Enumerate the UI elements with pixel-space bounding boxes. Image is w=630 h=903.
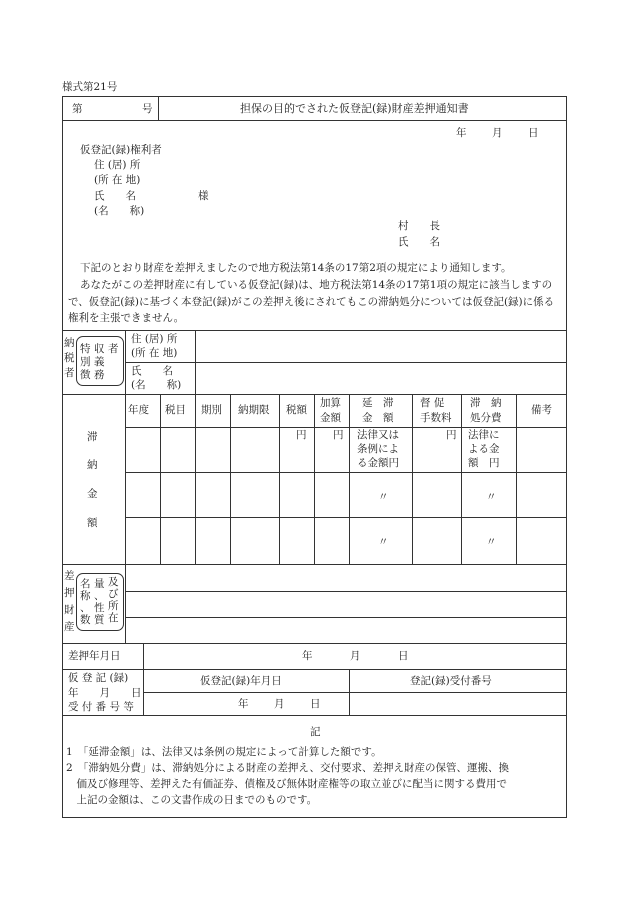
seized-col1-2: 称: [80, 590, 91, 602]
special-collector-col1-1: 特: [80, 343, 91, 355]
divider: [412, 394, 413, 564]
divider: [62, 330, 567, 331]
special-collector-col1-2: 別: [80, 356, 91, 368]
header-remarks: 備考: [531, 404, 552, 416]
divider: [125, 517, 567, 518]
special-collector-col1-3: 徴: [80, 369, 91, 381]
ditto-delinquent-row2: 〃: [378, 491, 389, 503]
divider: [349, 394, 350, 564]
header-reminder-2: 手数料: [420, 412, 452, 424]
seized-col2-1: 量: [94, 578, 105, 590]
seized-col1-3: 、: [80, 602, 91, 614]
divider: [125, 617, 567, 618]
provisional-day: 日: [310, 698, 321, 710]
disposal-note-3: 額 円: [468, 457, 500, 469]
ditto-disposal-row3: 〃: [486, 536, 497, 548]
form-number: 様式第21号: [62, 81, 118, 93]
delinquent-note-3: る金額円: [357, 457, 399, 469]
divider: [314, 394, 315, 564]
taxpayer-label-1: 納: [64, 337, 75, 349]
ditto-delinquent-row3: 〃: [378, 536, 389, 548]
date-year: 年: [456, 127, 467, 139]
special-collector-col2-2: 義: [94, 356, 105, 368]
header-delinquent-1: 延 滞: [362, 397, 394, 409]
unit-yen-reminder: 円: [446, 429, 457, 441]
number-suffix: 号: [142, 103, 153, 115]
taxpayer-label-3: 者: [64, 367, 75, 379]
divider: [195, 330, 196, 394]
header-tax-item: 税目: [165, 404, 186, 416]
arrears-label-1: 滞: [87, 431, 98, 443]
disposal-note-2: よる金: [468, 443, 500, 455]
divider: [125, 472, 567, 473]
seized-col3-1: 及: [108, 576, 119, 588]
disposal-note-1: 法律に: [468, 429, 500, 441]
arrears-label-3: 金: [87, 488, 98, 500]
delinquent-note-1: 法律又は: [357, 429, 399, 441]
header-added-1: 加算: [320, 397, 341, 409]
seized-col2-2: 、: [94, 590, 105, 602]
header-reminder-1: 督 促: [420, 397, 445, 409]
divider: [62, 715, 567, 716]
sender-name: 氏 名: [398, 236, 440, 248]
delinquent-note-2: 条例によ: [357, 443, 399, 455]
header-disposal-2: 処分費: [470, 412, 502, 424]
divider: [279, 394, 280, 564]
provisional-date-header: 仮登記(録)年月日: [200, 675, 282, 687]
seizure-date-label: 差押年月日: [68, 650, 121, 662]
divider: [461, 394, 462, 564]
date-month: 月: [492, 127, 503, 139]
addressee-name-alt: (名 称): [94, 205, 145, 217]
divider: [125, 591, 567, 592]
note-1: 1 「延滞金額」は、法律又は条例の規定によって計算した額です。: [66, 746, 382, 758]
taxpayer-name-alt: (名 称): [131, 379, 182, 391]
provisional-year: 年: [238, 698, 249, 710]
number-label: 第: [72, 103, 83, 115]
divider: [125, 427, 567, 428]
body-paragraph-2: あなたがこの差押財産に有している仮登記(録)は、地方税法第14条の17第1項の規定に該当しますので、仮登記(録)に基づく本登記(録)がこの差押え後にされてもこの滞納処分については仮登記(録)に係る権利を主張できません。: [68, 279, 555, 324]
registration-number-header: 登記(録)受付番号: [410, 675, 492, 687]
divider: [125, 362, 567, 363]
unit-yen-tax: 円: [296, 429, 307, 441]
seized-col3-3: 所: [108, 600, 119, 612]
seized-col2-4: 質: [94, 614, 105, 626]
note-2-cont-2: 上記の金額は、この文書作成の日までのものです。: [66, 794, 318, 806]
divider: [516, 394, 517, 564]
divider: [125, 394, 126, 564]
special-collector-col3-1: 者: [108, 343, 119, 355]
seized-label-2: 押: [64, 587, 75, 599]
divider: [62, 120, 567, 121]
special-collector-col2-1: 収: [94, 343, 105, 355]
divider: [160, 394, 161, 564]
seized-label-3: 財: [64, 604, 75, 616]
taxpayer-location: (所 在 地): [131, 347, 178, 359]
seizure-date-year: 年: [302, 650, 313, 662]
arrears-label-4: 額: [87, 517, 98, 529]
provisional-month: 月: [274, 698, 285, 710]
seized-label-4: 産: [64, 621, 75, 633]
divider: [230, 394, 231, 564]
divider: [143, 692, 567, 693]
date-day: 日: [528, 127, 539, 139]
seizure-date-month: 月: [350, 650, 361, 662]
notes-heading: 記: [310, 726, 321, 738]
seized-col2-3: 性: [94, 602, 105, 614]
document-title: 担保の目的でされた仮登記(録)財産差押通知書: [240, 102, 469, 115]
header-added-2: 金額: [320, 412, 341, 424]
provisional-label-1: 仮 登 記 (録): [68, 672, 129, 684]
seizure-date-day: 日: [398, 650, 409, 662]
header-period: 期別: [201, 404, 222, 416]
provisional-label-3: 受 付 番 号 等: [68, 701, 134, 713]
header-delinquent-2: 金 額: [362, 412, 394, 424]
divider: [62, 643, 567, 644]
taxpayer-name: 氏 名: [131, 365, 173, 377]
header-tax-amount: 税額: [286, 404, 307, 416]
addressee-honorific: 様: [198, 190, 209, 202]
header-disposal-1: 滞 納: [470, 397, 502, 409]
addressee-address: 住 (居) 所: [94, 159, 141, 171]
note-2: 2 「滞納処分費」は、滞納処分による財産の差押え、交付要求、差押え財産の保管、運搬、換: [66, 762, 510, 774]
seized-col3-4: 在: [108, 612, 119, 624]
seized-col1-1: 名: [80, 578, 91, 590]
addressee-location: (所 在 地): [94, 174, 141, 186]
unit-yen-added: 円: [333, 429, 344, 441]
provisional-label-2: 年 月 日: [68, 687, 142, 699]
divider: [125, 330, 126, 394]
taxpayer-address: 住 (居) 所: [131, 333, 178, 345]
arrears-label-2: 納: [87, 459, 98, 471]
sender-title: 村 長: [398, 220, 440, 232]
special-collector-col2-3: 務: [94, 369, 105, 381]
seized-col3-2: び: [108, 588, 119, 600]
body-paragraph-1: 下記のとおり財産を差押えましたので地方税法第14条の17第2項の規定により通知します。: [80, 262, 512, 274]
ditto-disposal-row2: 〃: [486, 491, 497, 503]
divider: [143, 643, 144, 715]
header-fiscal-year: 年度: [128, 404, 149, 416]
addressee-name: 氏 名: [94, 190, 136, 202]
taxpayer-label-2: 税: [64, 352, 75, 364]
divider: [195, 394, 196, 564]
addressee-holder: 仮登記(録)権利者: [80, 144, 162, 156]
header-due-date: 納期限: [238, 404, 270, 416]
divider: [158, 96, 159, 120]
seized-col1-4: 数: [80, 614, 91, 626]
divider: [62, 669, 567, 670]
note-2-cont: 価及び修理等、差押えた有価証券、債権及び無体財産権等の取立並びに配当に関する費用で: [66, 778, 507, 790]
seized-label-1: 差: [64, 570, 75, 582]
divider: [62, 564, 567, 565]
divider: [125, 564, 126, 643]
